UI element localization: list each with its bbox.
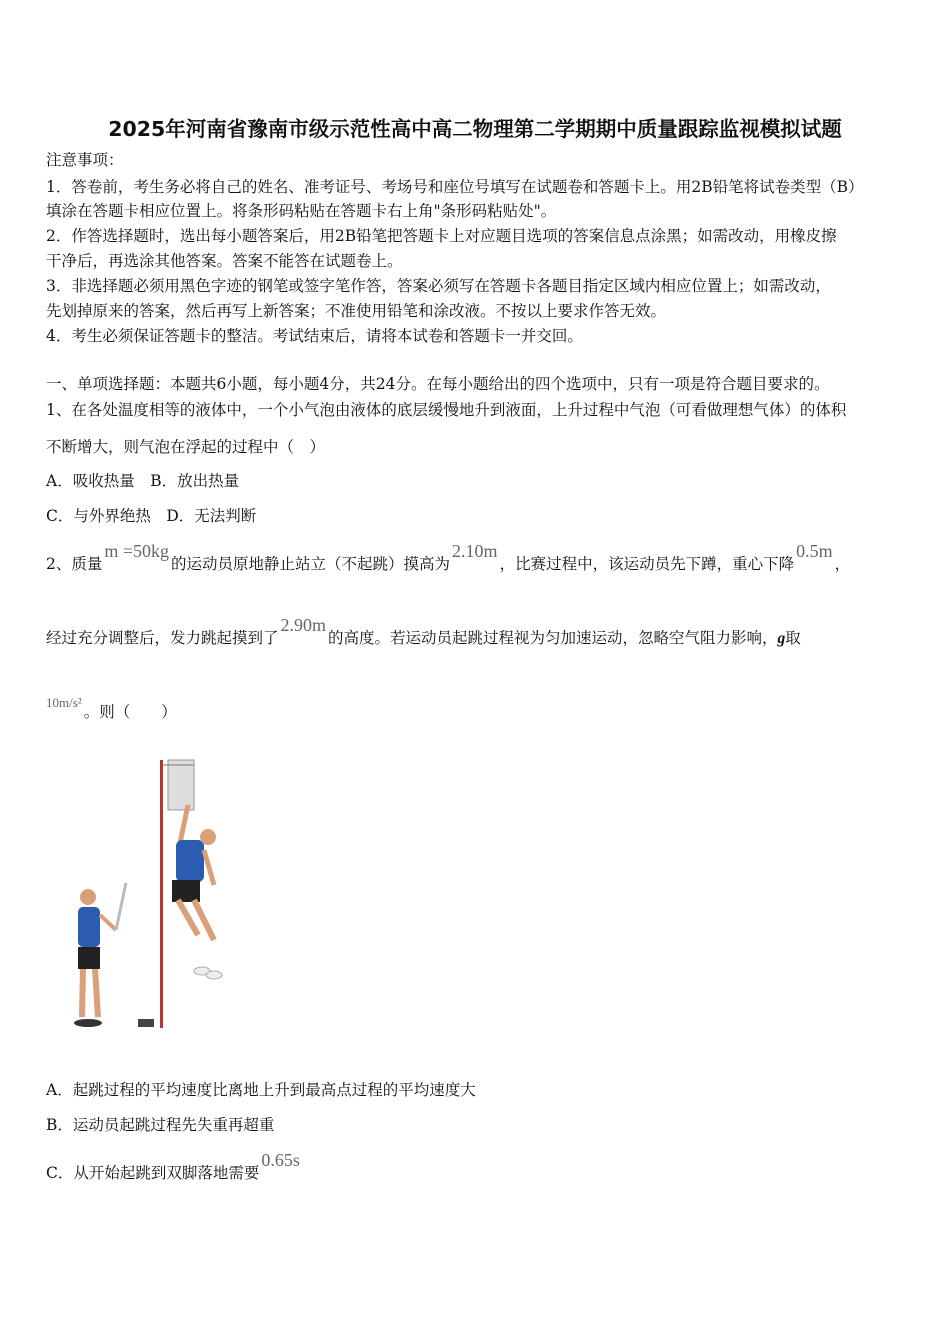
formula-height: 2.90m [280, 615, 327, 635]
q2-option-c [46, 1150, 302, 1183]
formula-mass: m =50kg [104, 541, 170, 561]
text: 取 [785, 629, 801, 647]
page-title: 2025年河南省豫南市级示范性高中高二物理第二学期期中质量跟踪监视模拟试题 [108, 117, 842, 141]
notice-line: 3．非选择题必须用黑色字迹的钢笔或签字笔作答，答案必须写在答题卡各题目指定区域内相应位置上；如需改动， [46, 277, 831, 295]
q2-option-a: A．起跳过程的平均速度比离地上升到最高点过程的平均速度大 [46, 1081, 476, 1099]
text: 的高度。若运动员起跳过程视为匀加速运动，忽略空气阻力影响， [328, 629, 778, 647]
formula-g: 10m/s² [46, 695, 82, 710]
q1-options: A．吸收热量 B．放出热量 [46, 472, 240, 490]
section-heading: 一、单项选择题：本题共6小题，每小题4分，共24分。在每小题给出的四个选项中，只有一项是符合题目要求的。 [46, 375, 830, 393]
text: C．从开始起跳到双脚落地需要 [46, 1164, 260, 1182]
q2-stem-line1 [46, 541, 851, 574]
text: ，比赛过程中，该运动员先下蹲，重心下降 [499, 555, 795, 573]
text: 经过充分调整后，发力跳起摸到了 [46, 629, 279, 647]
standing-athlete [74, 883, 126, 1027]
notice-line: 干净后，再选涂其他答案。答案不能答在试题卷上。 [46, 252, 403, 270]
formula-time: 0.65s [261, 1150, 300, 1170]
measuring-pole [160, 760, 163, 1028]
text: 2、质量 [46, 555, 103, 573]
reach-vanes [168, 760, 194, 810]
jumping-athlete [172, 805, 222, 979]
formula-height: 2.10m [452, 541, 498, 561]
q1-stem: 1、在各处温度相等的液体中，一个小气泡由液体的底层缓慢地升到液面，上升过程中气泡（可看做理想气体）的体积 [46, 401, 847, 419]
notice-line: 填涂在答题卡相应位置上。将条形码粘贴在答题卡右上角"条形码粘贴处"。 [46, 202, 557, 220]
formula-drop: 0.5m [796, 541, 833, 561]
jump-reach-figure [68, 755, 233, 1035]
notice-heading: 注意事项： [46, 151, 124, 169]
q2-stem-line3 [46, 695, 177, 723]
notice-line: 4．考生必须保证答题卡的整洁。考试结束后，请将本试卷和答题卡一并交回。 [46, 327, 583, 345]
text: ， [834, 555, 851, 573]
notice-line: 1．答卷前，考生务必将自己的姓名、准考证号、考场号和座位号填写在试题卷和答题卡上。用2B铅笔将试卷类型（B） [46, 178, 864, 196]
text: 的运动员原地静止站立（不起跳）摸高为 [171, 555, 451, 573]
q1-options: C．与外界绝热 D．无法判断 [46, 507, 257, 525]
q2-option-b: B．运动员起跳过程先失重再超重 [46, 1116, 275, 1134]
text: 。则（ ） [83, 703, 177, 721]
symbol-g: g [777, 630, 786, 647]
notice-line: 先划掉原来的答案，然后再写上新答案；不准使用铅笔和涂改液。不按以上要求作答无效。 [46, 302, 667, 320]
q1-stem: 不断增大，则气泡在浮起的过程中（ ） [46, 438, 326, 456]
notice-line: 2．作答选择题时，选出每小题答案后，用2B铅笔把答题卡上对应题目选项的答案信息点涂黑；如需改动，用橡皮擦 [46, 227, 837, 245]
q2-stem-line2 [46, 615, 801, 649]
